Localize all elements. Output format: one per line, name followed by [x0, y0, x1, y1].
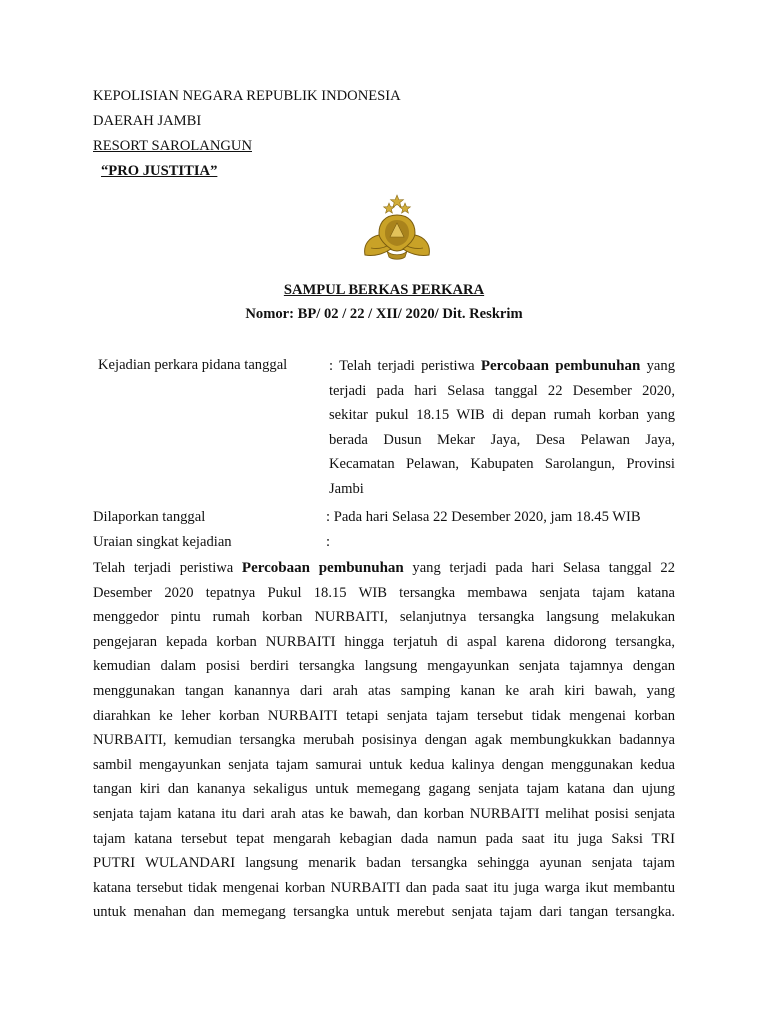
text-segment: : Telah terjadi peristiwa: [329, 358, 481, 374]
text-line: [93, 851, 675, 876]
text-segment: terjadi pada hari Selasa tanggal 22 Desember 2020,: [329, 382, 675, 399]
text-segment: katana tersebut tidak mengenai korban NURBAITI dan pada saat itu juga warga ikut membantu: [93, 879, 675, 896]
text-line: [93, 605, 675, 630]
text-segment: Telah terjadi peristiwa: [93, 560, 242, 576]
kejadian-description: [329, 354, 675, 502]
text-segment: PUTRI WULANDARI langsung menarik badan tersangka sehingga ayunan senjata tajam: [93, 855, 675, 872]
text-line: [93, 556, 675, 581]
uraian-colon: :: [326, 534, 331, 550]
text-segment: yang: [640, 358, 675, 374]
uraian-body: [93, 556, 675, 925]
text-line: [93, 630, 675, 655]
text-segment: tangan kiri dan kananya sekaligus untuk memegang gagang senjata tajam katana dan ujung: [93, 781, 675, 798]
text-line: [329, 452, 675, 477]
text-segment: Desember 2020 tepatnya Pukul 18.15 WIB tersangka membawa senjata tajam katana: [93, 584, 675, 601]
text-line: [93, 827, 675, 852]
text-segment: pengejaran kepada korban NURBAITI hingga terjatuh di aspal karena didorong tersangka,: [93, 633, 675, 650]
text-line: [93, 753, 675, 778]
text-segment: berada Dusun Mekar Jaya, Desa Pelawan Jaya,: [329, 431, 675, 448]
header-pro-justitia: [101, 164, 217, 179]
bold-phrase: Percobaan pembunuhan: [241, 560, 404, 576]
document-title: SAMPUL BERKAS PERKARA: [283, 282, 485, 298]
text-segment: sambil mengayunkan senjata tajam samurai untuk kedua kalinya dengan menggunakan kedua: [93, 756, 675, 773]
text-segment: Kecamatan Pelawan, Kabupaten Sarolangun, Provinsi: [329, 456, 675, 473]
dilaporkan-label: Dilaporkan tanggal: [93, 509, 206, 525]
text-line: [93, 704, 675, 729]
text-segment: Jambi: [329, 480, 364, 497]
polri-emblem-icon: [357, 193, 437, 263]
text-segment: kemudian dalam posisi berdiri tersangka langsung mengayunkan senjata tajamnya dengan: [93, 658, 675, 675]
header-institution: KEPOLISIAN NEGARA REPUBLIK INDONESIA: [93, 88, 401, 104]
text-segment: tajam katana tersebut tepat mengarah kebagian dada namun pada saat itu juga Saksi TRI: [93, 830, 675, 847]
text-line: [329, 428, 675, 453]
text-line: [93, 679, 675, 704]
text-line: [329, 354, 675, 379]
text-segment: diarahkan ke leher korban NURBAITI tetapi senjata tajam tersebut tidak mengenai korban: [93, 707, 675, 724]
dilaporkan-value: : Pada hari Selasa 22 Desember 2020, jam 18.45 WIB: [326, 509, 641, 525]
text-segment: yang terjadi pada hari Selasa tanggal 22: [403, 560, 675, 576]
bold-phrase: Percobaan pembunuhan: [480, 358, 641, 374]
text-segment: senjata tajam katana itu dari arah atas ke bawah, dan korban NURBAITI melihat posisi senjata: [93, 805, 675, 822]
document-number: Nomor: BP/ 02 / 22 / XII/ 2020/ Dit. Reskrim: [245, 306, 523, 322]
uraian-label: Uraian singkat kejadian: [93, 534, 232, 550]
text-segment: menggedor pintu rumah korban NURBAITI, selanjutnya tersangka langsung melakukan: [93, 609, 675, 626]
text-segment: NURBAITI, kemudian tersangka merubah posisinya dengan agak membungkukkan badannya: [93, 732, 675, 749]
text-line: [93, 728, 675, 753]
text-line: [93, 900, 675, 925]
kejadian-label: Kejadian perkara pidana tanggal: [98, 357, 288, 373]
text-segment: untuk menahan dan memegang tersangka untuk merebut senjata tajam dari tangan tersangka.: [93, 904, 675, 921]
text-line: [93, 654, 675, 679]
pro-justitia-text: “PRO JUSTITIA”: [101, 163, 218, 179]
text-line: [93, 876, 675, 901]
text-line: [93, 802, 675, 827]
text-segment: menggunakan tangan kanannya dari arah atas samping kanan ke arah kiri bawah, yang: [93, 682, 675, 699]
text-line: [93, 777, 675, 802]
text-line: [329, 477, 675, 502]
text-line: [93, 581, 675, 606]
text-segment: sekitar pukul 18.15 WIB di depan rumah korban yang: [329, 407, 675, 424]
header-resort: RESORT SAROLANGUN: [93, 138, 252, 154]
text-line: [329, 379, 675, 404]
header-region: DAERAH JAMBI: [93, 113, 202, 129]
text-line: [329, 403, 675, 428]
